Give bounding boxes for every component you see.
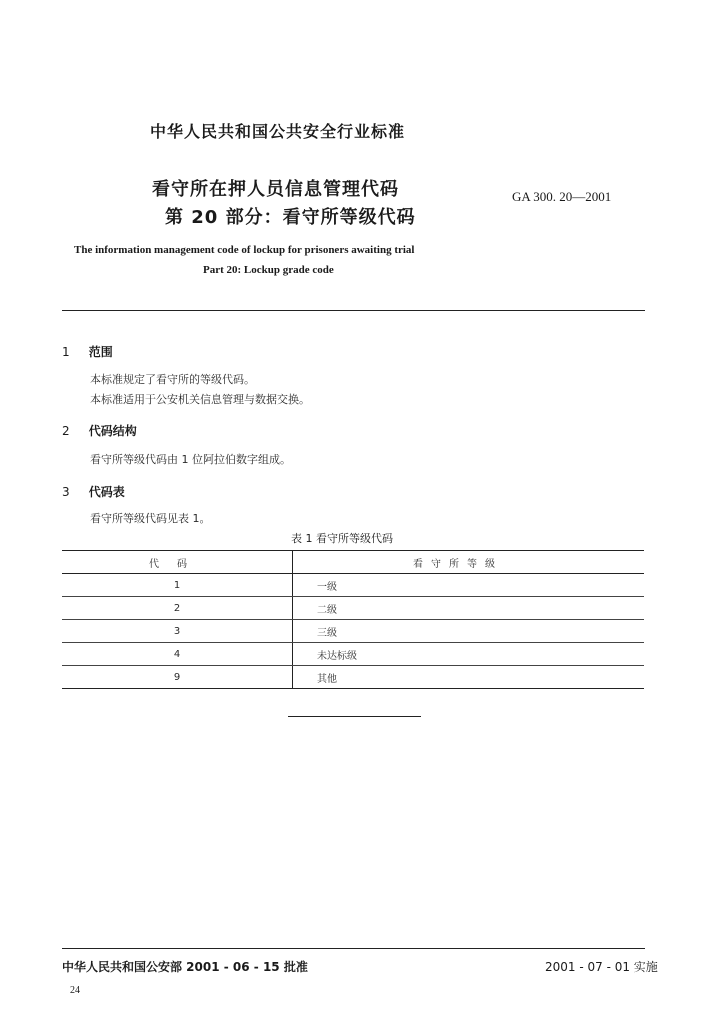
- standard-number: GA 300. 20—2001: [512, 189, 612, 204]
- table-header-row: [62, 551, 644, 574]
- page-number: 24: [70, 985, 80, 996]
- grade-cell: 三级: [293, 620, 645, 643]
- grade-code-table: [62, 550, 644, 689]
- section-title: 代码表: [88, 485, 125, 499]
- code-cell: 1: [62, 574, 293, 597]
- section-1-heading: [62, 341, 113, 360]
- table-caption: 表 1 看守所等级代码: [291, 532, 393, 545]
- section-number: 3: [62, 485, 70, 499]
- section-3-heading: [62, 481, 125, 500]
- table-row: [62, 666, 644, 689]
- grade-cell: 其他: [293, 666, 645, 689]
- code-cell: 4: [62, 643, 293, 666]
- footer-divider: [62, 948, 645, 949]
- section-3-paragraph-1: 看守所等级代码见表 1。: [90, 512, 211, 525]
- code-cell: 3: [62, 620, 293, 643]
- table-row: [62, 574, 644, 597]
- grade-cell: 未达标级: [293, 643, 645, 666]
- approval-date: 中华人民共和国公安部 2001 - 06 - 15 批准: [62, 960, 308, 974]
- header-divider: [62, 310, 645, 311]
- code-cell: 9: [62, 666, 293, 689]
- section-1-paragraph-1: 本标准规定了看守所的等级代码。: [90, 373, 255, 386]
- section-2-paragraph-1: 看守所等级代码由 1 位阿拉伯数字组成。: [90, 453, 291, 466]
- end-of-text-rule: [288, 716, 421, 717]
- table-row: [62, 643, 644, 666]
- code-cell: 2: [62, 597, 293, 620]
- section-number: 1: [62, 345, 70, 359]
- grade-cell: 一级: [293, 574, 645, 597]
- table-row: [62, 620, 644, 643]
- issuing-organization: 中华人民共和国公共安全行业标准: [150, 122, 406, 141]
- document-title-en-line1: The information management code of lockup for prisoners awaiting trial: [74, 244, 415, 256]
- table-row: [62, 597, 644, 620]
- document-title-en-line2: Part 20: Lockup grade code: [203, 264, 334, 276]
- section-title: 范围: [88, 345, 113, 359]
- effective-date: 2001 - 07 - 01 实施: [545, 960, 658, 974]
- section-title: 代码结构: [88, 424, 137, 438]
- document-title-cn-line1: 看守所在押人员信息管理代码: [152, 179, 399, 200]
- document-title-cn-line2: 第 20 部分：看守所等级代码: [165, 207, 416, 228]
- column-header-code: 代码: [62, 551, 293, 574]
- grade-cell: 二级: [293, 597, 645, 620]
- section-1-paragraph-2: 本标准适用于公安机关信息管理与数据交换。: [90, 393, 310, 406]
- section-2-heading: [62, 420, 137, 439]
- section-number: 2: [62, 424, 70, 438]
- column-header-grade: 看守所等级: [293, 551, 645, 574]
